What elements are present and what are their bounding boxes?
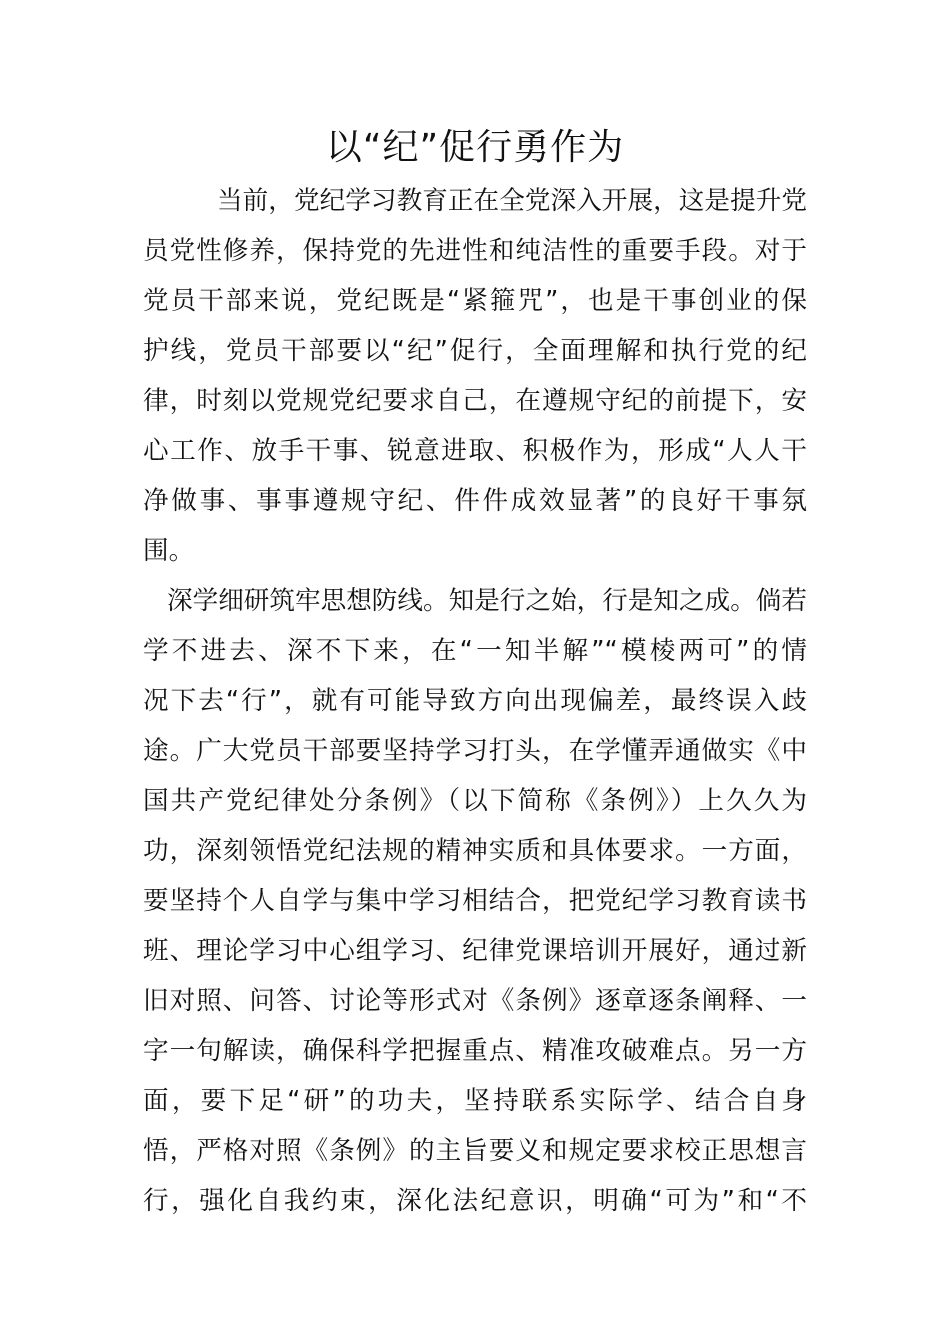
- text-line: 要坚持个人自学与集中学习相结合，把党纪学习教育读书: [143, 886, 807, 916]
- document-body: [143, 176, 807, 1226]
- text-line: 护线，党员干部要以“纪”促行，全面理解和执行党的纪: [143, 336, 807, 366]
- text-line: 面，要下足“研”的功夫，坚持联系实际学、结合自身: [143, 1086, 807, 1116]
- text-line: 学不进去、深不下来，在“一知半解”“模棱两可”的情: [143, 636, 807, 666]
- paragraph: [143, 576, 807, 1226]
- text-line: 心工作、放手干事、锐意进取、积极作为，形成“人人干: [143, 436, 807, 466]
- text-line: 律，时刻以党规党纪要求自己，在遵规守纪的前提下，安: [143, 386, 807, 416]
- text-line: 深学细研筑牢思想防线。知是行之始，行是知之成。倘若: [167, 586, 807, 616]
- text-line: 班、理论学习中心组学习、纪律党课培训开展好，通过新: [143, 936, 807, 966]
- text-line: 行，强化自我约束，深化法纪意识，明确“可为”和“不: [143, 1186, 807, 1216]
- text-line: 当前，党纪学习教育正在全党深入开展，这是提升党: [217, 186, 807, 216]
- text-line: 围。: [143, 536, 195, 566]
- text-line: 国共产党纪律处分条例》（以下简称《条例》）上久久为: [143, 786, 807, 816]
- text-line: 员党性修养，保持党的先进性和纯洁性的重要手段。对于: [143, 236, 807, 266]
- text-line: 悟，严格对照《条例》的主旨要义和规定要求校正思想言: [143, 1136, 807, 1166]
- text-line: 党员干部来说，党纪既是“紧箍咒”，也是干事创业的保: [143, 286, 807, 316]
- text-line: 况下去“行”，就有可能导致方向出现偏差，最终误入歧: [143, 686, 807, 716]
- paragraph: [143, 176, 807, 576]
- document-title: 以“纪”促行勇作为: [325, 127, 625, 168]
- text-line: 旧对照、问答、讨论等形式对《条例》逐章逐条阐释、一: [143, 986, 807, 1016]
- text-line: 功，深刻领悟党纪法规的精神实质和具体要求。一方面，: [143, 836, 807, 866]
- text-line: 净做事、事事遵规守纪、件件成效显著”的良好干事氛: [143, 486, 807, 516]
- text-line: 字一句解读，确保科学把握重点、精准攻破难点。另一方: [143, 1036, 807, 1066]
- text-line: 途。广大党员干部要坚持学习打头，在学懂弄通做实《中: [143, 736, 807, 766]
